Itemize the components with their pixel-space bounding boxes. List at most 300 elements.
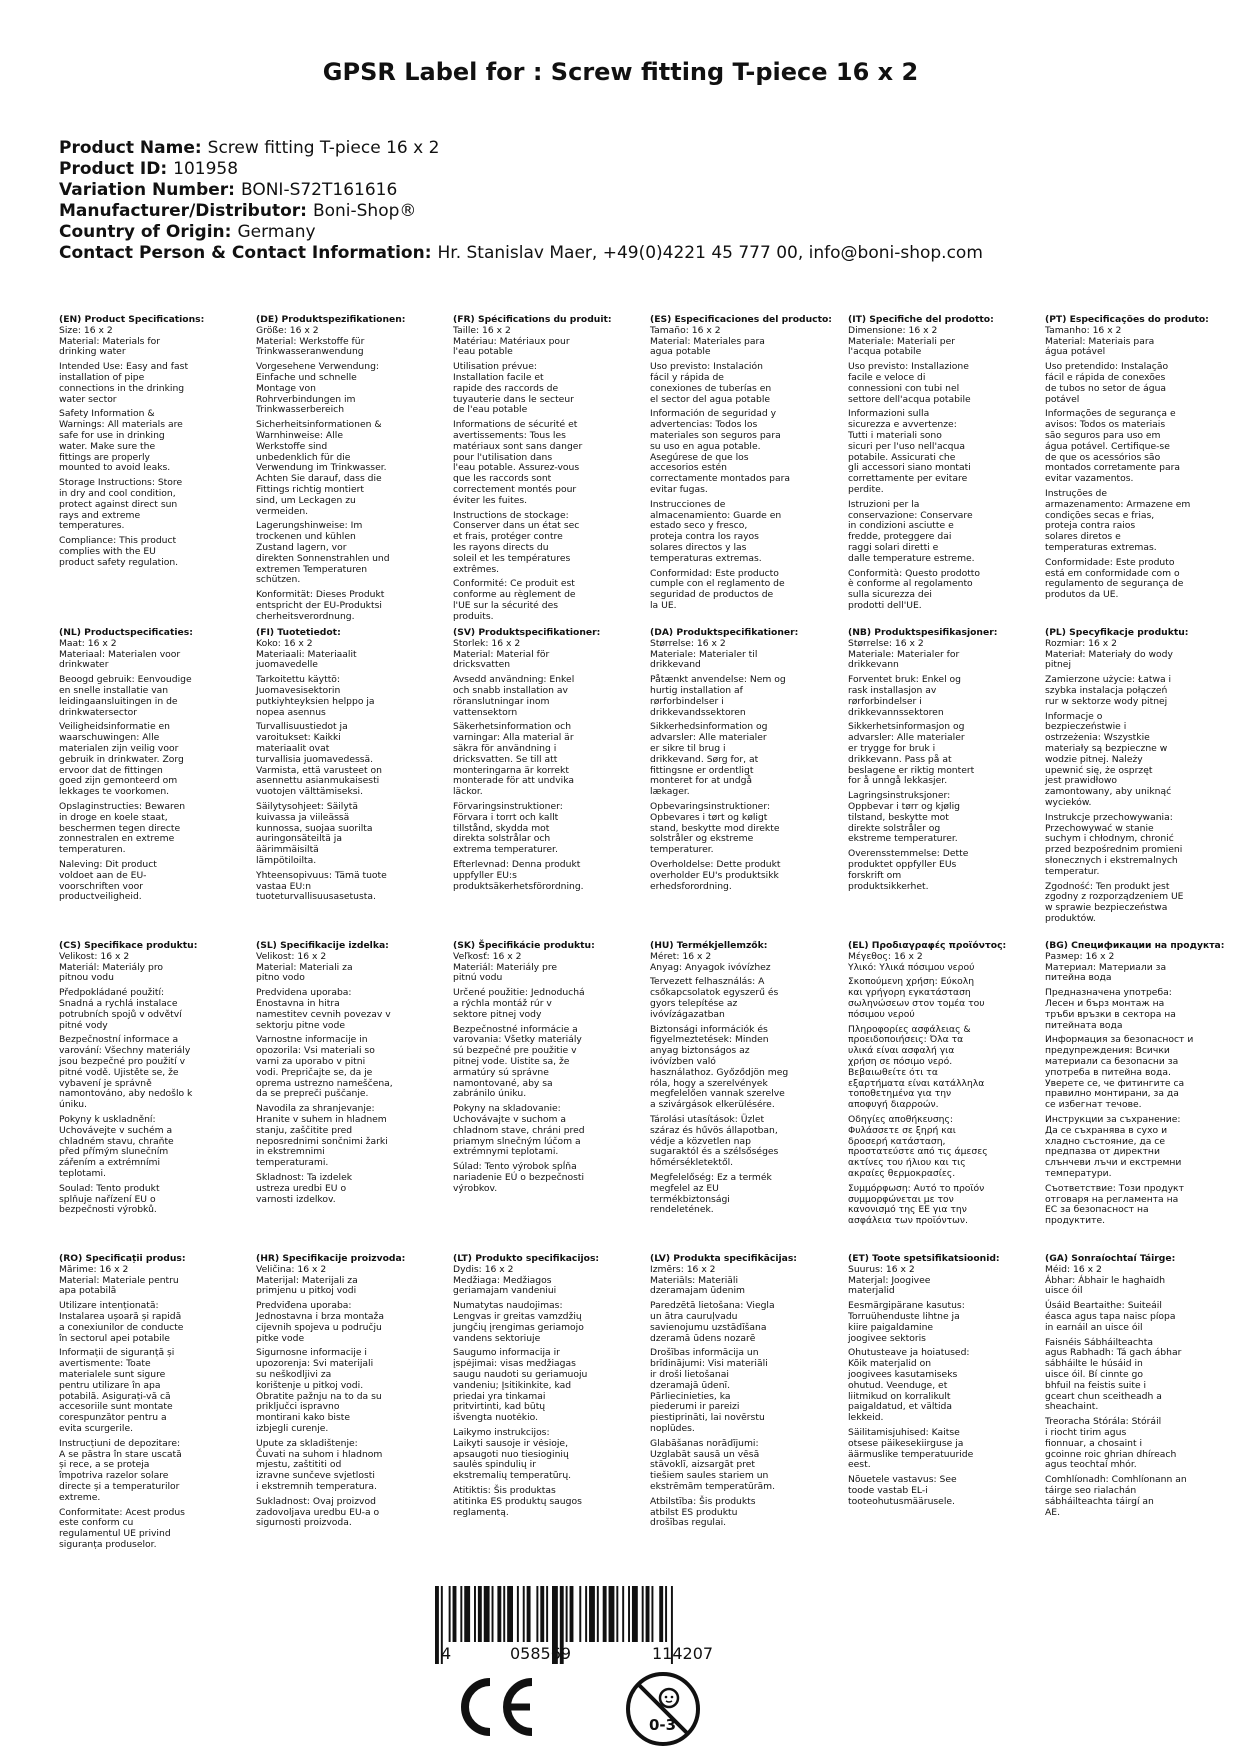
spec-line: ustreza uredbi EU o (256, 1182, 347, 1194)
barcode-bar (585, 1586, 587, 1642)
spec-paragraph (848, 639, 998, 671)
barcode-bar (632, 1586, 638, 1642)
spec-line: éasca agus tapa naisc píopa (1045, 1310, 1176, 1322)
spec-paragraph (1045, 558, 1195, 601)
spec-line: sind, um Leckagen zu (256, 494, 356, 506)
spec-line: avertissements: Tous les (453, 429, 566, 441)
spec-line: pritvirtinti, kad būtų (453, 1401, 546, 1413)
spec-paragraph (650, 1439, 800, 1493)
spec-line: Overensstemmelse: Dette (848, 848, 969, 860)
spec-line: Lagringsinstruksjoner: (848, 790, 951, 802)
spec-line: Numatytas naudojimas: (453, 1300, 563, 1312)
spec-line: stand, beskytte mod direkte (650, 822, 780, 834)
spec-paragraph (256, 675, 406, 718)
spec-paragraph (848, 675, 998, 718)
spec-line: Säilytysohjeet: Säilytä (256, 800, 358, 812)
spec-line: in dry and cool condition, (59, 487, 176, 499)
spec-paragraph (1045, 1338, 1195, 1414)
spec-line: Medžiaga: Medžiagos (453, 1274, 552, 1286)
spec-line: materiaalit ovat (256, 742, 330, 754)
spec-paragraph (848, 1184, 998, 1227)
spec-line: před přímým slunečním (59, 1146, 169, 1158)
spec-line: Dimensione: 16 x 2 (848, 324, 938, 336)
spec-line: słonecznych i ekstremalnych (1045, 854, 1178, 866)
barcode-bar (570, 1586, 574, 1642)
spec-line: in condizioni asciutte e (848, 520, 954, 532)
spec-line: drinkwater (59, 659, 109, 671)
spec-line: Warnhinweise: Alle (256, 429, 343, 441)
barcode-bar (484, 1586, 490, 1642)
spec-paragraph (650, 362, 800, 405)
spec-line: advertencias: Todos los (650, 419, 758, 431)
spec-line: rørforbindelser i (650, 695, 724, 707)
spec-line: Zgodność: Ten produkt jest (1045, 880, 1170, 892)
spec-line: τοποθετημένα για την (848, 1088, 952, 1100)
spec-line: les rayons directs du (453, 541, 549, 553)
spec-line: Glabāšanas norādījumi: (650, 1437, 759, 1449)
info-value: Screw fitting T-piece 16 x 2 (207, 138, 440, 158)
spec-block (650, 941, 800, 1216)
spec-paragraph (650, 569, 800, 612)
spec-line: er sikre til brug i (650, 742, 726, 754)
spec-line: Avsedd användning: Enkel (453, 674, 575, 686)
spec-line: Предназначена употреба: (1045, 987, 1172, 999)
spec-paragraph (256, 1104, 406, 1169)
spec-line: temperaturas extremas. (1045, 541, 1157, 553)
spec-paragraph (1045, 1301, 1195, 1333)
spec-line: monterade för att undvika (453, 775, 575, 787)
barcode-bar (453, 1586, 457, 1642)
spec-block (453, 314, 612, 623)
spec-paragraph (650, 500, 800, 565)
spec-line: piederumi ir pareizi (650, 1401, 740, 1413)
spec-line: varni za uporabo v pitni (256, 1055, 366, 1067)
spec-line: soleil et les températures (453, 552, 571, 564)
spec-paragraph (1045, 409, 1195, 485)
spec-line: Sicherheitsinformationen & (256, 419, 382, 431)
spec-line: împotriva razelor solare (59, 1470, 169, 1482)
barcode-bar (646, 1586, 650, 1642)
barcode-bar (659, 1586, 663, 1642)
spec-line: potável (1045, 393, 1080, 405)
spec-line: raggi solari diretti e (848, 541, 939, 553)
spec-paragraph (59, 802, 209, 856)
spec-paragraph (650, 675, 800, 718)
barcode-bar (609, 1586, 615, 1642)
spec-line: Předpokládané použití: (59, 987, 165, 999)
info-value: Germany (237, 222, 316, 242)
spec-line: in earnáil an uisce óil (1045, 1321, 1143, 1333)
spec-heading: (CS) Specifikace produktu: (59, 940, 198, 951)
spec-line: Conformidade: Este produto (1045, 556, 1175, 568)
spec-line: izravne sunčeve svjetlosti (256, 1470, 375, 1482)
spec-line: Anyag: Anyagok ivóvízhez (650, 961, 771, 973)
spec-line: advarsler: Alle materialer (848, 732, 965, 744)
barcode-bar (507, 1586, 513, 1642)
barcode (435, 1586, 765, 1664)
spec-line: Materijal: Materijali za (256, 1274, 358, 1286)
spec-line: Werkstoffe sind (256, 440, 328, 452)
spec-line: mjestu, zaštititi od (256, 1459, 342, 1471)
spec-line: temperaturen. (59, 844, 126, 856)
spec-line: Инструкции за съхранение: (1045, 1113, 1181, 1125)
spec-paragraph (59, 1301, 209, 1344)
spec-paragraph (256, 1173, 406, 1205)
spec-block (59, 315, 209, 569)
spec-line: dalle temperature estreme. (848, 552, 975, 564)
spec-block (650, 628, 800, 892)
spec-line: слънчеви лъчи и екстремни (1045, 1157, 1182, 1169)
spec-paragraph (848, 326, 998, 358)
spec-line: vastaa EU:n (256, 880, 312, 892)
spec-heading: (DA) Produktspecifikationer: (650, 627, 799, 638)
spec-line: extrémnymi teplotami. (453, 1146, 559, 1158)
spec-paragraph (848, 1115, 998, 1180)
spec-line: gceart chun sceitheadh a (1045, 1390, 1162, 1402)
spec-line: Storage Instructions: Store (59, 477, 183, 489)
spec-line: overholder EU's produktsikk (650, 869, 779, 881)
spec-line: gyors telepítése az (650, 997, 738, 1009)
spec-line: Trinkwasseranwendung (256, 346, 364, 358)
spec-line: drinkwatersector (59, 706, 137, 718)
spec-paragraph (650, 1348, 800, 1434)
not-for-children-0-3-icon (624, 1670, 702, 1748)
spec-line: ivóvízben való (650, 1055, 716, 1067)
spec-block (1045, 940, 1225, 1227)
spec-line: unbedenklich für die (256, 451, 351, 463)
spec-line: de l'eau potable (453, 404, 528, 416)
spec-line: rørforbindelser i (848, 695, 922, 707)
spec-line: Méret: 16 x 2 (650, 950, 712, 962)
spec-line: και γρήγορη εγκατάσταση (848, 987, 971, 999)
spec-line: Conformité: Ce produit est (453, 578, 575, 590)
spec-line: tooteohutusmäärusele. (848, 1495, 955, 1507)
spec-line: et frais, protéger contre (453, 531, 563, 543)
spec-line: Materiale: Materiali per (848, 335, 956, 347)
spec-line: Размер: 16 x 2 (1045, 950, 1115, 962)
spec-line: αποφυγή διαρροών. (848, 1099, 939, 1111)
spec-line: uisce óil (1045, 1285, 1083, 1297)
spec-line: drinking water (59, 346, 126, 358)
spec-line: zamontowany, aby uniknąć (1045, 786, 1172, 798)
info-row (59, 222, 983, 243)
spec-block (256, 315, 406, 623)
info-value: Boni-Shop® (312, 201, 417, 221)
spec-line: Velikost: 16 x 2 (59, 950, 130, 962)
spec-line: produktów. (1045, 912, 1096, 924)
spec-line: drikkevann (848, 659, 899, 671)
spec-paragraph (1045, 1035, 1195, 1111)
spec-line: Suurus: 16 x 2 (848, 1263, 915, 1275)
spec-line: zabránilo úniku. (453, 1088, 527, 1100)
spec-line: Určené použitie: Jednoduchá (453, 987, 585, 999)
info-row (59, 201, 983, 222)
spec-paragraph (256, 988, 406, 1031)
spec-line: συμμορφώνεται με τον (848, 1193, 954, 1205)
spec-paragraph (453, 1025, 603, 1101)
spec-line: ostrzeżenia: Wszystkie (1045, 732, 1150, 744)
spec-line: l'UE sur la sécurité des (453, 599, 559, 611)
spec-line: drikkevann. Pass på at (848, 753, 952, 765)
spec-line: ekstrēmām temperatūrām. (650, 1480, 776, 1492)
spec-line: róla, hogy a szerelvények (650, 1077, 768, 1089)
spec-paragraph (59, 722, 209, 798)
spec-line: direkten Sonnenstrahlen und (256, 552, 390, 564)
spec-line: water sector (59, 393, 117, 405)
spec-line: ir droši lietošanai (650, 1368, 729, 1380)
spec-line: sábháilteachta táirgí an (1045, 1495, 1154, 1507)
spec-line: conexiones de tuberías en (650, 382, 772, 394)
spec-line: gebruik in drinkwater. Zorg (59, 753, 184, 765)
spec-line: Size: 16 x 2 (59, 324, 113, 336)
spec-line: conforme au règlement de (453, 589, 576, 601)
spec-line: Hranite v suhem in hladnem (256, 1113, 387, 1125)
spec-line: forskrift om (848, 869, 902, 881)
spec-line: savienojumu uzstādīšana (650, 1321, 767, 1333)
spec-line: Overholdelse: Dette produkt (650, 858, 781, 870)
spec-line: sheachaint. (1045, 1401, 1099, 1413)
spec-line: pitné vody (59, 1019, 108, 1031)
spec-heading: (EL) Προδιαγραφές προϊόντος: (848, 940, 1007, 951)
spec-line: sektorju pitne vode (256, 1019, 345, 1031)
spec-line: zadovoljava uredbu EU-a o (256, 1506, 380, 1518)
spec-line: produits. (453, 610, 494, 622)
spec-line: de tubos no setor de água (1045, 382, 1167, 394)
spec-line: lekkages te voorkomen. (59, 786, 170, 798)
spec-line: Uchovávejte v suchém a (59, 1124, 173, 1136)
spec-line: Лесен и бърз монтаж на (1045, 997, 1165, 1009)
spec-line: extreme. (59, 1491, 101, 1503)
spec-line: și rece, a se proteja (59, 1459, 150, 1471)
spec-line: Uso previsto: Installazione (848, 361, 969, 373)
spec-paragraph (59, 952, 209, 984)
spec-line: extrêmes. (453, 563, 500, 575)
spec-line: prodotti dell'UE. (848, 599, 922, 611)
spec-line: Utilisation prévue: (453, 361, 537, 373)
spec-line: Informacje o (1045, 710, 1103, 722)
spec-paragraph (453, 511, 603, 576)
spec-line: температури. (1045, 1167, 1112, 1179)
spec-line: Tamanho: 16 x 2 (1045, 324, 1122, 336)
spec-line: Biztonsági információk és (650, 1023, 768, 1035)
spec-line: употреба в питейна вода. (1045, 1066, 1171, 1078)
spec-paragraph (848, 1428, 998, 1471)
spec-paragraph (1045, 1115, 1195, 1180)
spec-line: sugaraktól és a szélsőséges (650, 1146, 779, 1158)
spec-line: Koko: 16 x 2 (256, 637, 313, 649)
spec-line: temperatures. (59, 520, 125, 532)
spec-line: продуктите. (1045, 1215, 1106, 1227)
spec-line: la UE. (650, 599, 677, 611)
spec-line: tuyauterie dans le secteur (453, 393, 574, 405)
spec-line: Varnostne informacije in (256, 1034, 368, 1046)
spec-paragraph (256, 521, 406, 586)
spec-line: anyag biztonságos az (650, 1045, 750, 1057)
barcode-bar (464, 1586, 470, 1642)
spec-line: Warnings: All materials are (59, 419, 183, 431)
spec-line: dzeramajam ūdenim (650, 1285, 745, 1297)
spec-line: pitnú vodu (453, 972, 503, 984)
spec-line: Megfelelőség: Ez a termék (650, 1171, 772, 1183)
spec-line: stanju, zaščitite pred (256, 1124, 353, 1136)
spec-paragraph (59, 639, 209, 671)
spec-line: Lagerungshinweise: Im (256, 520, 363, 532)
spec-line: termékbiztonsági (650, 1193, 730, 1205)
spec-line: sicurezza e avvertenze: (848, 419, 957, 431)
spec-paragraph (59, 409, 209, 474)
spec-paragraph (453, 860, 603, 892)
spec-line: Súlad: Tento výrobok spĺňa (453, 1161, 577, 1173)
spec-paragraph (650, 952, 800, 974)
spec-line: rendeletének. (650, 1204, 714, 1216)
spec-paragraph (1045, 326, 1195, 358)
spec-line: temperaturas extremas. (650, 552, 762, 564)
spec-line: korištenje u pitkoj vodi. (256, 1379, 364, 1391)
spec-line: siguranța produselor. (59, 1538, 157, 1550)
spec-line: Velikost: 16 x 2 (256, 950, 327, 962)
spec-line: száraz és hűvös állapotban, (650, 1124, 778, 1136)
spec-block (453, 628, 603, 892)
spec-line: evitar vazamentos. (1045, 473, 1134, 485)
spec-paragraph (256, 326, 406, 358)
spec-line: varnosti izdelkov. (256, 1193, 336, 1205)
spec-paragraph (848, 722, 998, 787)
spec-line: Sikkerhedsinformation og (650, 721, 768, 733)
barcode-bar (616, 1586, 618, 1642)
spec-line: pitnou vodu (59, 972, 114, 984)
spec-line: táirge seo rialachán (1045, 1484, 1137, 1496)
spec-line: geriamajam vandeniui (453, 1285, 557, 1297)
spec-paragraph (650, 1301, 800, 1344)
spec-heading: (PL) Specyfikacje produktu: (1045, 627, 1189, 638)
spec-paragraph (1045, 712, 1195, 809)
spec-line: χρήση σε πόσιμο νερό. (848, 1055, 953, 1067)
spec-line: Συμμόρφωση: Αυτό το προϊόν (848, 1182, 985, 1194)
spec-line: regulamentul UE privind (59, 1528, 171, 1540)
spec-line: cumple con el reglamento de (650, 578, 785, 590)
spec-paragraph (1045, 813, 1195, 878)
spec-line: csőkapcsolatok egyszerű és (650, 987, 779, 999)
spec-line: Uso previsto: Instalación (650, 361, 763, 373)
spec-line: szybka instalacja połączeń (1045, 684, 1168, 696)
spec-paragraph (848, 1265, 998, 1297)
spec-line: ekstremalių temperatūrų. (453, 1470, 572, 1482)
spec-paragraph (59, 988, 209, 1031)
spec-line: dricksvatten (453, 659, 511, 671)
info-row (59, 243, 983, 264)
spec-line: dzeramajā ūdenī. (650, 1379, 731, 1391)
spec-line: namontované, aby sa (453, 1077, 553, 1089)
spec-line: beslagene er riktig montert (848, 764, 975, 776)
spec-line: productveiligheid. (59, 891, 142, 903)
spec-paragraph (1045, 1265, 1195, 1297)
spec-line: προειδοποιήσεις: Όλα τα (848, 1034, 964, 1046)
spec-heading: (EN) Product Specifications: (59, 314, 205, 325)
spec-line: κανονισμό της ΕΕ για την (848, 1204, 967, 1216)
spec-line: Tárolási utasítások: Üzlet (650, 1113, 765, 1125)
spec-line: varování: Všechny materiály (59, 1045, 191, 1057)
info-key: Product ID: (59, 159, 168, 179)
spec-line: éviter les fuites. (453, 494, 528, 506)
spec-line: Safety Information & (59, 408, 155, 420)
barcode-bar (449, 1586, 451, 1642)
spec-line: conservazione: Conservare (848, 509, 973, 521)
spec-line: upozorenja: Svi materijali (256, 1358, 374, 1370)
spec-line: Pārliecinieties, ka (650, 1390, 731, 1402)
spec-line: Yhteensopivuus: Tämä tuote (256, 869, 387, 881)
info-value: Hr. Stanislav Maer, +49(0)4221 45 777 00, info@boni-shop.com (437, 243, 983, 263)
spec-line: vuotojen välttämiseksi. (256, 786, 364, 798)
spec-line: avertismente: Toate (59, 1358, 151, 1370)
spec-line: Instalarea ușoară și rapidă (59, 1310, 182, 1322)
spec-line: Sikkerhetsinformasjon og (848, 721, 965, 733)
spec-line: un ātra cauruļvadu (650, 1310, 738, 1322)
spec-line: sú bezpečné pre použitie v (453, 1045, 577, 1057)
spec-line: Informații de siguranță și (59, 1347, 175, 1359)
spec-line: vodi. Prepričajte se, da je (256, 1066, 373, 1078)
spec-line: предупреждения: Всички (1045, 1045, 1170, 1057)
spec-line: turvallisia juomavedessä. (256, 753, 374, 765)
spec-block (256, 1254, 406, 1529)
spec-line: Kõik materjalid on (848, 1358, 932, 1370)
spec-line: Mărime: 16 x 2 (59, 1263, 129, 1275)
spec-line: connessioni con tubi nel (848, 382, 960, 394)
spec-paragraph (1045, 1184, 1195, 1227)
barcode-bar (665, 1586, 667, 1642)
spec-line: rapide des raccords de (453, 382, 559, 394)
spec-paragraph (59, 536, 209, 568)
spec-line: schützen. (256, 574, 301, 586)
spec-line: agus Rabhadh: Tá gach ábhar (1045, 1347, 1182, 1359)
info-row (59, 138, 983, 159)
spec-paragraph (453, 1301, 603, 1344)
spec-line: kiire paigaldamine (848, 1321, 934, 1333)
spec-paragraph (1045, 882, 1195, 925)
spec-line: fittings are properly (59, 451, 150, 463)
spec-line: Lengvas ir greitas vamzdžių (453, 1310, 582, 1322)
spec-heading: (FR) Spécifications du produit: (453, 314, 612, 325)
spec-block (256, 941, 406, 1205)
barcode-bar (517, 1586, 519, 1642)
spec-line: chladném stavu, chraňte (59, 1135, 174, 1147)
spec-line: waarschuwingen: Alle (59, 732, 160, 744)
spec-line: correctamente montados para (650, 473, 791, 485)
spec-paragraph (650, 1265, 800, 1297)
info-key: Contact Person & Contact Information: (59, 243, 432, 263)
spec-paragraph (453, 1265, 603, 1297)
spec-paragraph (650, 802, 800, 856)
spec-line: connections in the drinking (59, 382, 185, 394)
spec-line: temperatur. (1045, 865, 1100, 877)
spec-line: è conforme al regolamento (848, 578, 973, 590)
spec-line: Größe: 16 x 2 (256, 324, 319, 336)
spec-line: rays and extreme (59, 509, 141, 521)
spec-line: fittingsne er ordentligt (650, 764, 754, 776)
spec-line: Υλικό: Υλικά πόσιμου νερού (848, 961, 975, 973)
spec-line: bezpieczeństwie i (1045, 721, 1127, 733)
spec-line: Drošības informācija un (650, 1347, 759, 1359)
spec-line: potabile. Assicurati che (848, 451, 956, 463)
spec-line: proteja contra los rayos (650, 531, 759, 543)
spec-paragraph (453, 420, 603, 506)
spec-heading: (GA) Sonraíochtaí Táirge: (1045, 1253, 1176, 1264)
spec-line: Maat: 16 x 2 (59, 637, 117, 649)
spec-line: išvengta nuotėkio. (453, 1412, 539, 1424)
spec-block (848, 940, 1007, 1227)
spec-line: Laikymo instrukcijos: (453, 1426, 550, 1438)
spec-line: montirani kako biste (256, 1412, 351, 1424)
spec-line: paigaldatud, et vältida (848, 1401, 953, 1413)
